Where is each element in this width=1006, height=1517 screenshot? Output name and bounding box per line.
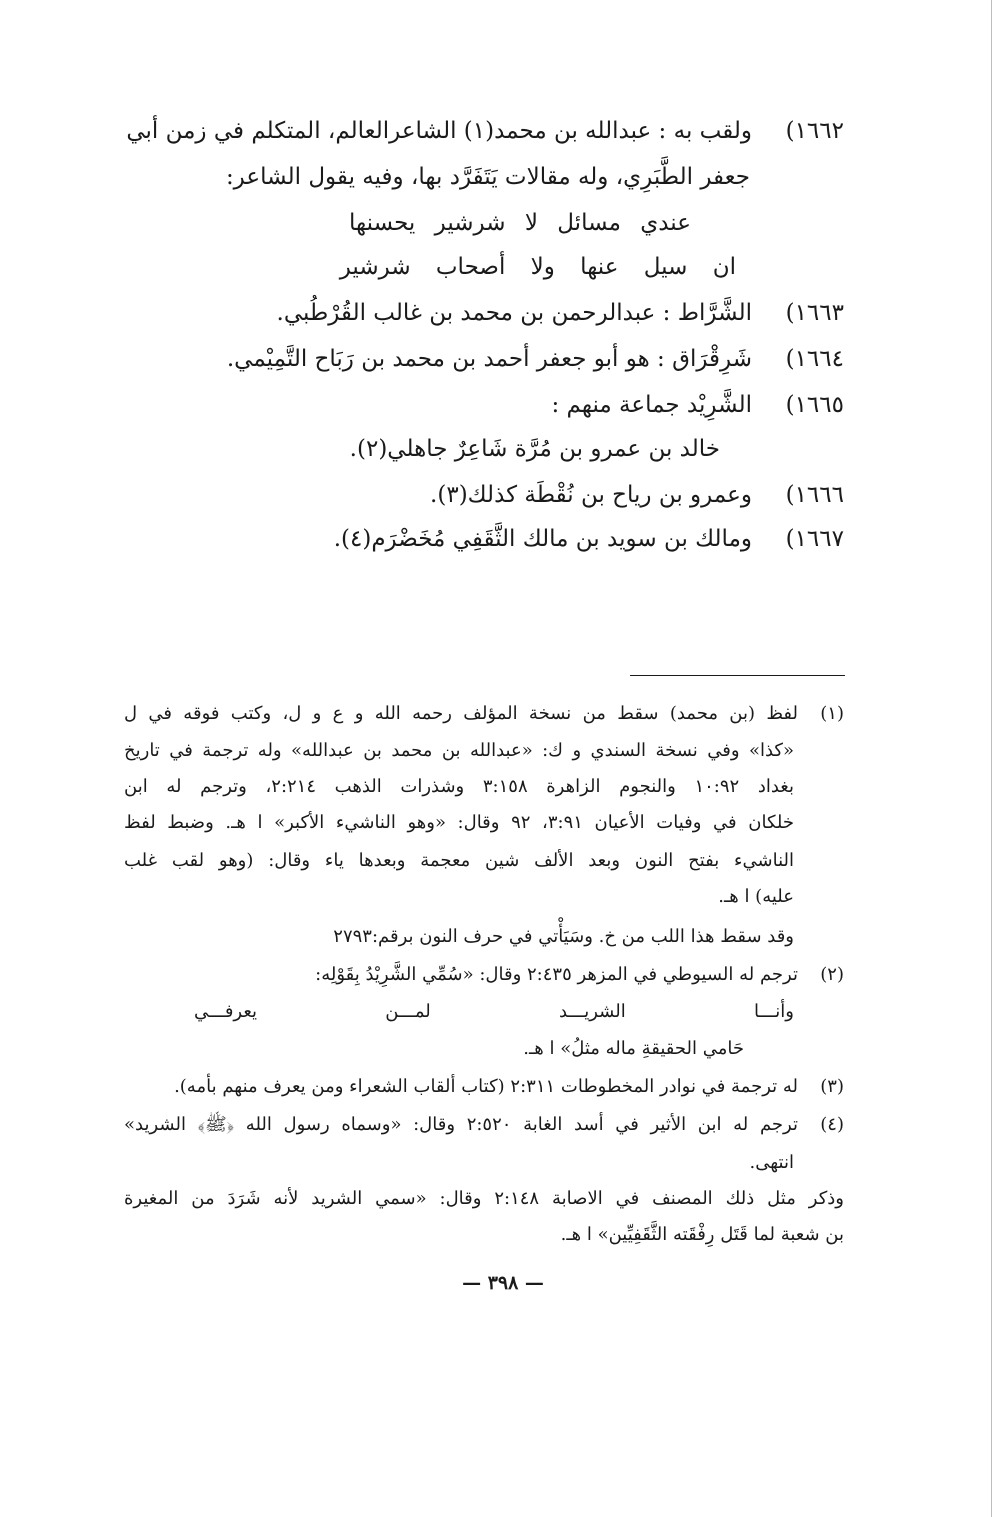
entry-1662-line-1 <box>126 118 844 146</box>
page-number: — ٣٩٨ — <box>462 1272 544 1294</box>
footnote-4-line-4: بن شعبة لما قَتَل رِفْقَته الثَّقَفِيِّين» ا هـ. <box>560 1224 844 1245</box>
footnote-number: (٣) <box>820 1076 844 1097</box>
entry-text: الشَّرَّاط : عبدالرحمن بن محمد بن غالب القُرْطُبي. <box>276 300 752 326</box>
footnote-4-line-1 <box>124 1114 844 1136</box>
footnote-text: ترجم له ابن الأثير في أسد الغابة ٢:٥٢٠ وقال: «وسماه رسول الله ﴿ﷺ﴾ الشريد» <box>124 1114 798 1135</box>
entry-1665-sub: خالد بن عمرو بن مُرَّة شَاعِرٌ جاهلي(٢). <box>349 436 720 462</box>
entry-number: ١٦٦٥) <box>785 392 844 418</box>
footnote-4-line-3: وذكر مثل ذلك المصنف في الاصابة ٢:١٤٨ وقال: «سمي الشريد لأنه شَرَدَ من المغيرة <box>124 1188 844 1209</box>
footnote-text: له ترجمة في نوادر المخطوطات ٢:٣١١ (كتاب ألقاب الشعراء ومن يعرف منهم بأمه). <box>174 1076 798 1097</box>
poem-verse-2: ان سيل عنها ولا أصحاب شرشير <box>339 254 736 280</box>
entry-number: ١٦٦٧) <box>785 526 844 552</box>
entry-number: ١٦٦٦) <box>785 482 844 508</box>
footnote-2-line-1 <box>124 964 844 986</box>
footnote-1-line-4: خلكان في وفيات الأعيان ٣:٩١، ٩٢ وقال: «وهو الناشيء الأكبر» ا هـ. وضبط لفظ <box>124 812 794 833</box>
entry-text: ولقب به : عبدالله بن محمد(١) الشاعرالعالم، المتكلم في زمن أبي <box>126 118 752 144</box>
footnote-1-line-2: «كذا» وفي نسخة السندي و ك: «عبدالله بن محمد بن عبدالله» وله ترجمة في تاريخ <box>124 740 794 761</box>
poem-verse-1: عندي مسائل لا شرشير يحسنها <box>349 210 691 236</box>
entry-1667 <box>284 526 844 554</box>
entry-text: وعمرو بن رياح بن نُقْطَة كذلك(٣). <box>430 482 752 508</box>
entry-number: ١٦٦٤) <box>785 346 844 372</box>
footnote-1-line-6: عليه) ا هـ. <box>718 886 794 907</box>
entry-1664 <box>184 346 844 374</box>
footnote-text: ترجم له السيوطي في المزهر ٢:٤٣٥ وقال: «سُمِّي الشَّرِيْدُ بِقَوْلِه: <box>315 964 798 985</box>
footnote-separator <box>630 675 845 676</box>
footnote-2-verse-2: حَامي الحقيقةِ ماله مثلُ» ا هـ. <box>523 1038 744 1059</box>
entry-number: ١٦٦٣) <box>785 300 844 326</box>
footnote-1-line-7: وقد سقط هذا اللب من خ. وسَيَأْتي في حرف النون برقم:٢٧٩٣ <box>333 926 794 947</box>
entry-text: ومالك بن سويد بن مالك الثَّقَفِي مُخَضْرَم(٤). <box>333 526 752 552</box>
entry-1666 <box>344 482 844 510</box>
entry-text: الشَّرِيْد جماعة منهم : <box>551 392 752 418</box>
footnote-1-line-5: الناشيء بفتح النون وبعد الألف شين معجمة وبعدها ياء وقال: (وهو لقب غلب <box>124 850 794 871</box>
entry-1663 <box>224 300 844 328</box>
footnote-number: (١) <box>820 703 844 724</box>
footnote-3 <box>124 1076 844 1098</box>
entry-1662-line-2: جعفر الطَّبَرِي، وله مقالات يَتَفَرَّد بها، وفيه يقول الشاعر: <box>225 164 750 190</box>
footnote-1-line-3: بغداد ١٠:٩٢ والنجوم الزاهرة ٣:١٥٨ وشذرات الذهب ٢:٢١٤، وترجم له ابن <box>124 776 794 797</box>
entry-number: ١٦٦٢) <box>785 118 844 144</box>
footnote-4-line-2: انتهى. <box>749 1152 794 1173</box>
footnote-number: (٤) <box>820 1114 844 1135</box>
footnote-2-verse-1: وأنـــا الشريـــد لمـــن يعرفـــي <box>194 1001 794 1022</box>
footnote-1-line-1 <box>124 703 844 725</box>
entry-text: شَرِقْرَاق : هو أبو جعفر أحمد بن محمد بن رَبَاح التَّمِيْمي. <box>226 346 752 372</box>
footnote-number: (٢) <box>820 964 844 985</box>
footnote-text: لفظ (بن محمد) سقط من نسخة المؤلف رحمه الله و ع و ل، وكتب فوقه في ل <box>124 703 798 724</box>
entry-1665 <box>424 392 844 420</box>
